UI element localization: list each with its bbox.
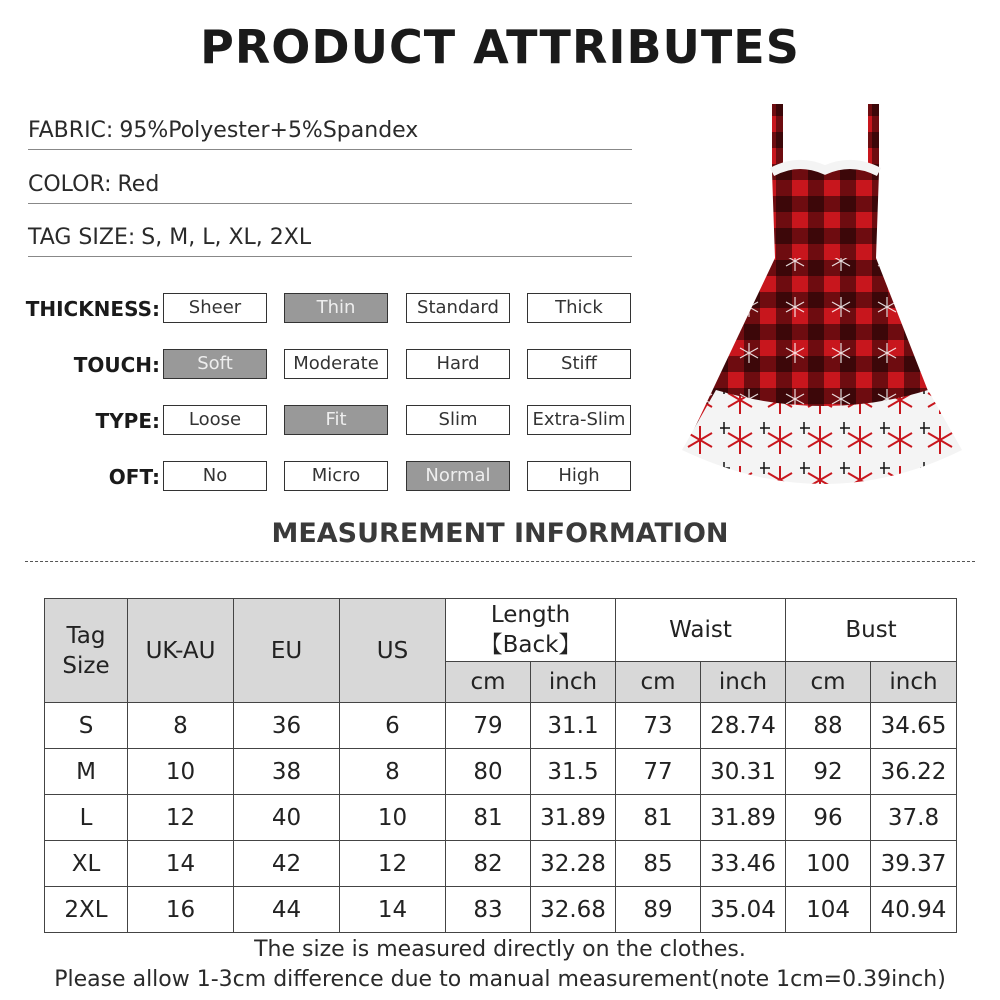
measure-note: The size is measured directly on the clothes.	[254, 937, 746, 962]
table-cell: 31.1	[531, 703, 616, 749]
table-row	[45, 749, 957, 795]
table-cell: 8	[340, 749, 446, 795]
table-cell: 44	[234, 887, 340, 933]
thickness-option-thin: Thin	[284, 293, 388, 323]
table-cell: 81	[616, 795, 701, 841]
table-cell: 100	[786, 841, 871, 887]
table-cell: S	[45, 703, 128, 749]
table-cell: 79	[446, 703, 531, 749]
thickness-option-standard: Standard	[406, 293, 510, 323]
table-cell: 10	[128, 749, 234, 795]
touch-row	[0, 349, 640, 381]
table-cell: 14	[340, 887, 446, 933]
table-cell: 40	[234, 795, 340, 841]
table-cell: 16	[128, 887, 234, 933]
table-cell: 104	[786, 887, 871, 933]
header-bust-inch: inch	[871, 662, 957, 703]
oft-option-high: High	[527, 461, 631, 491]
table-cell: 35.04	[701, 887, 786, 933]
tag-size-label: TAG SIZE:	[28, 225, 136, 250]
table-cell: 81	[446, 795, 531, 841]
touch-option-hard: Hard	[406, 349, 510, 379]
table-cell: 83	[446, 887, 531, 933]
thickness-label: THICKNESS:	[25, 297, 160, 321]
table-row	[45, 841, 957, 887]
table-cell: 12	[128, 795, 234, 841]
header-waist-inch: inch	[701, 662, 786, 703]
type-row	[0, 405, 640, 437]
table-cell: M	[45, 749, 128, 795]
table-row	[45, 795, 957, 841]
table-cell: 77	[616, 749, 701, 795]
tag-size-attribute	[28, 225, 632, 257]
table-cell: 8	[128, 703, 234, 749]
type-option-fit: Fit	[284, 405, 388, 435]
thickness-row	[0, 293, 640, 325]
header-length-cm: cm	[446, 662, 531, 703]
table-cell: 31.5	[531, 749, 616, 795]
table-cell: 6	[340, 703, 446, 749]
oft-option-no: No	[163, 461, 267, 491]
oft-label: OFT:	[108, 465, 160, 489]
table-cell: 10	[340, 795, 446, 841]
header-bust-cm: cm	[786, 662, 871, 703]
table-cell: 32.68	[531, 887, 616, 933]
table-cell: 30.31	[701, 749, 786, 795]
table-cell: 85	[616, 841, 701, 887]
header-waist: Waist	[616, 599, 786, 662]
tag-size-value: S, M, L, XL, 2XL	[141, 225, 312, 250]
table-cell: XL	[45, 841, 128, 887]
table-cell: 28.74	[701, 703, 786, 749]
table-cell: 31.89	[701, 795, 786, 841]
dress-bodice	[772, 164, 879, 258]
type-label: TYPE:	[95, 409, 160, 433]
header-bust: Bust	[786, 599, 957, 662]
touch-label: TOUCH:	[73, 353, 160, 377]
header-us: US	[340, 599, 446, 703]
fabric-attribute	[28, 118, 632, 150]
oft-row	[0, 461, 640, 493]
table-cell: 42	[234, 841, 340, 887]
section-divider	[25, 561, 975, 562]
table-cell: 88	[786, 703, 871, 749]
dress-image	[680, 100, 970, 510]
header-waist-cm: cm	[616, 662, 701, 703]
thickness-option-sheer: Sheer	[163, 293, 267, 323]
table-cell: 82	[446, 841, 531, 887]
table-cell: 12	[340, 841, 446, 887]
table-cell: 37.8	[871, 795, 957, 841]
table-cell: 38	[234, 749, 340, 795]
header-tag-size: Tag Size	[45, 599, 128, 703]
color-label: COLOR:	[28, 172, 112, 197]
touch-option-moderate: Moderate	[284, 349, 388, 379]
fabric-value: 95%Polyester+5%Spandex	[119, 118, 419, 143]
table-cell: 36.22	[871, 749, 957, 795]
table-cell: 14	[128, 841, 234, 887]
color-value: Red	[117, 172, 160, 197]
table-row	[45, 703, 957, 749]
table-cell: 39.37	[871, 841, 957, 887]
touch-option-soft: Soft	[163, 349, 267, 379]
table-cell: 92	[786, 749, 871, 795]
table-cell: 40.94	[871, 887, 957, 933]
table-cell: 73	[616, 703, 701, 749]
type-option-slim: Slim	[406, 405, 510, 435]
header-length-inch: inch	[531, 662, 616, 703]
measurement-title: MEASUREMENT INFORMATION	[271, 518, 729, 549]
table-cell: 80	[446, 749, 531, 795]
type-option-extra-slim: Extra-Slim	[527, 405, 631, 435]
header-eu: EU	[234, 599, 340, 703]
table-cell: 31.89	[531, 795, 616, 841]
color-attribute	[28, 172, 632, 204]
thickness-option-thick: Thick	[527, 293, 631, 323]
header-uk-au: UK-AU	[128, 599, 234, 703]
table-cell: 32.28	[531, 841, 616, 887]
table-cell: 36	[234, 703, 340, 749]
oft-option-micro: Micro	[284, 461, 388, 491]
tolerance-note: Please allow 1-3cm difference due to manual measurement(note 1cm=0.39inch)	[54, 967, 946, 992]
header-length: Length 【Back】	[446, 599, 616, 662]
table-cell: 2XL	[45, 887, 128, 933]
touch-option-stiff: Stiff	[527, 349, 631, 379]
table-cell: 89	[616, 887, 701, 933]
table-cell: L	[45, 795, 128, 841]
oft-option-normal: Normal	[406, 461, 510, 491]
table-cell: 34.65	[871, 703, 957, 749]
size-table	[44, 598, 957, 933]
table-cell: 96	[786, 795, 871, 841]
table-cell: 33.46	[701, 841, 786, 887]
page-title: PRODUCT ATTRIBUTES	[200, 20, 800, 74]
table-row	[45, 887, 957, 933]
fabric-label: FABRIC:	[28, 118, 114, 143]
type-option-loose: Loose	[163, 405, 267, 435]
